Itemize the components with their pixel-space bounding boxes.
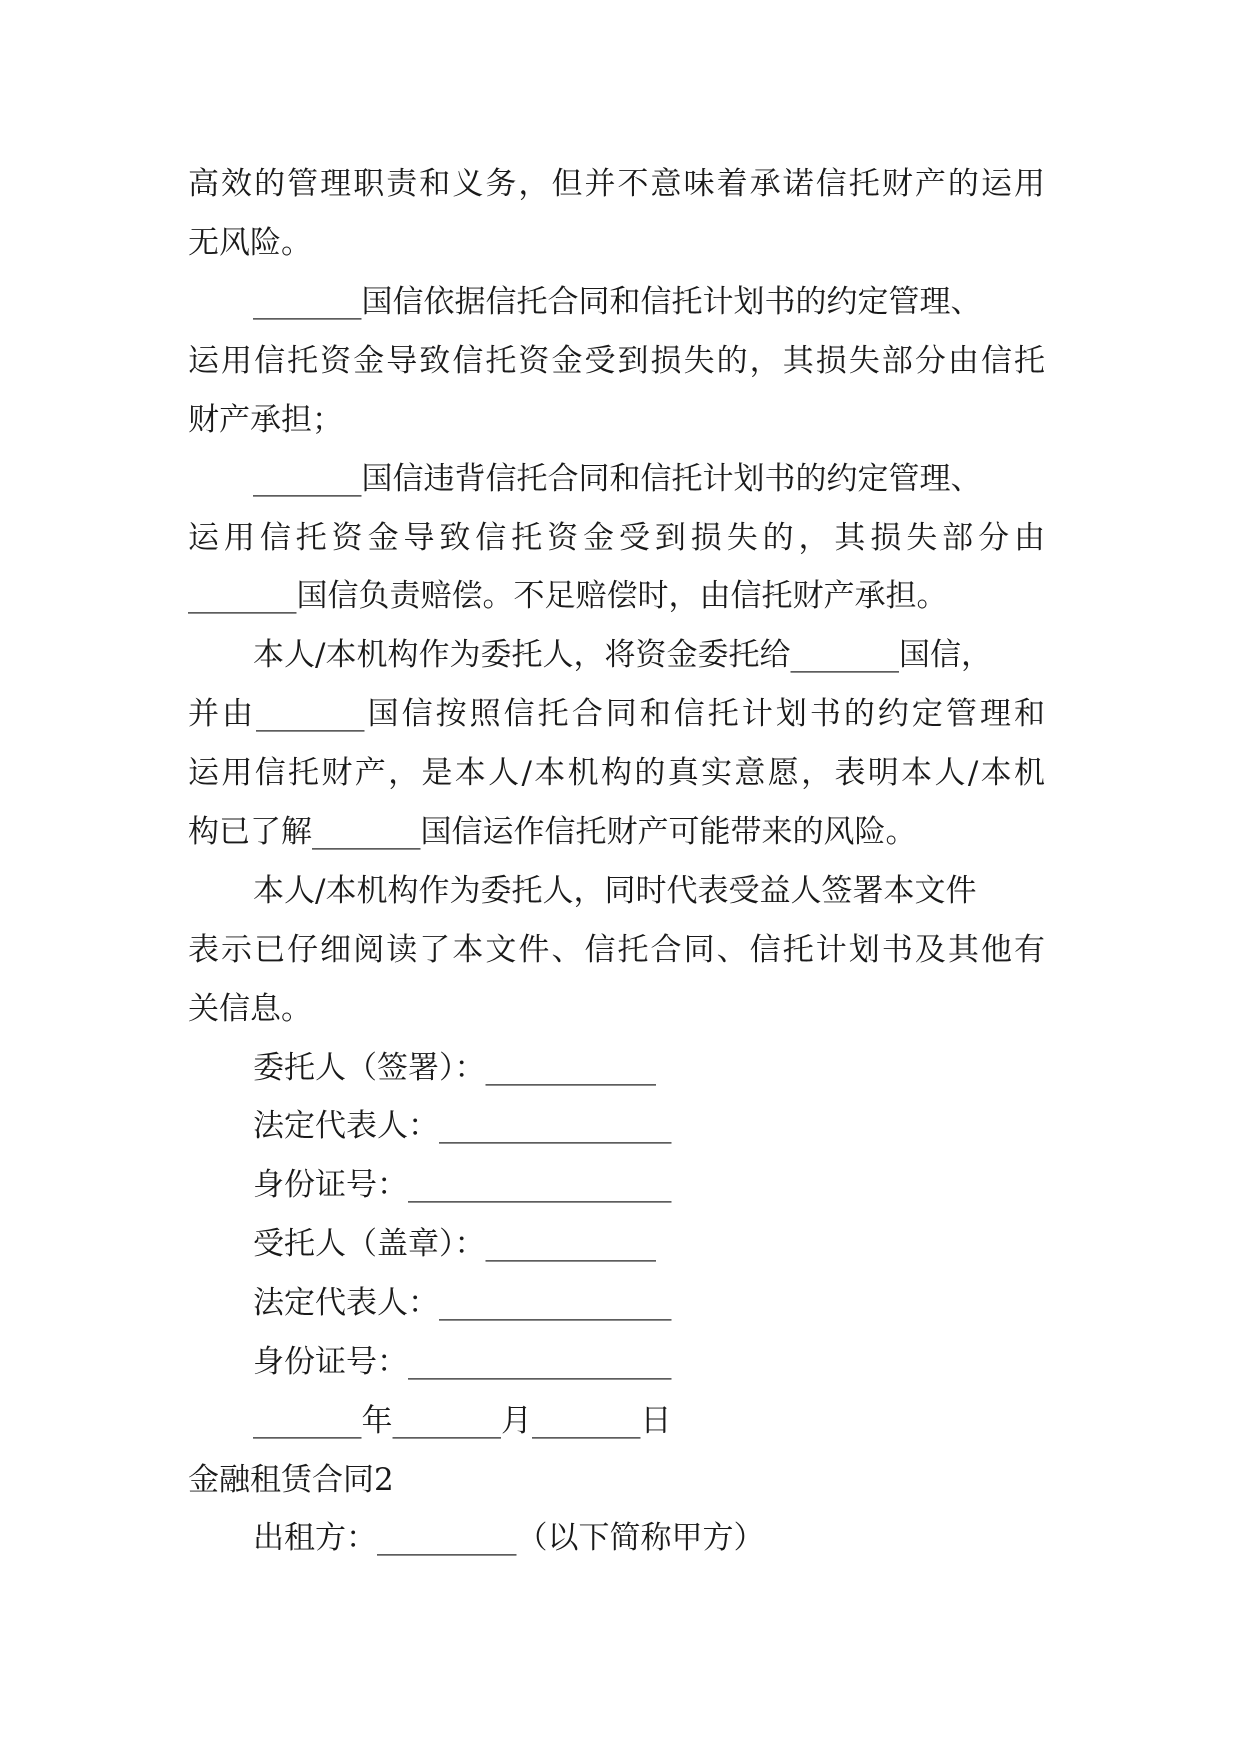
paragraph-line: _______国信依据信托合同和信托计划书的约定管理、 <box>253 284 982 320</box>
paragraph-line: 高效的管理职责和义务，但并不意味着承诺信托财产的运用 <box>188 166 1045 202</box>
signature-field-legal-rep: 法定代表人：_______________ <box>253 1108 672 1144</box>
signature-field-legal-rep: 法定代表人：_______________ <box>253 1285 672 1321</box>
lessor-field: 出租方：_________（以下简称甲方） <box>253 1520 765 1556</box>
paragraph-line: 无风险。 <box>188 225 312 261</box>
paragraph-line: 并由_______国信按照信托合同和信托计划书的约定管理和 <box>188 696 1045 732</box>
signature-field-id-number: 身份证号：_________________ <box>253 1167 672 1203</box>
paragraph-line: 本人/本机构作为委托人，将资金委托给_______国信， <box>253 637 992 673</box>
signature-field-id-number: 身份证号：_________________ <box>253 1344 672 1380</box>
signature-field-trustor: 委托人（签署）：___________ <box>253 1050 656 1086</box>
paragraph-line: 运用信托资金导致信托资金受到损失的，其损失部分由信托 <box>188 343 1045 379</box>
paragraph-line: _______国信违背信托合同和信托计划书的约定管理、 <box>253 461 982 497</box>
signature-field-trustee: 受托人（盖章）：___________ <box>253 1226 656 1262</box>
paragraph-line: _______国信负责赔偿。不足赔偿时，由信托财产承担。 <box>188 578 948 614</box>
paragraph-line: 表示已仔细阅读了本文件、信托合同、信托计划书及其他有 <box>188 932 1045 968</box>
paragraph-line: 财产承担； <box>188 402 343 438</box>
section-title: 金融租赁合同2 <box>188 1462 394 1498</box>
paragraph-line: 运用信托资金导致信托资金受到损失的，其损失部分由 <box>188 520 1045 556</box>
paragraph-line: 构已了解_______国信运作信托财产可能带来的风险。 <box>188 814 917 850</box>
date-field: _______年_______月_______日 <box>253 1403 672 1439</box>
paragraph-line: 运用信托财产，是本人/本机构的真实意愿，表明本人/本机 <box>188 755 1045 791</box>
paragraph-line: 本人/本机构作为委托人，同时代表受益人签署本文件 <box>253 873 977 909</box>
paragraph-line: 关信息。 <box>188 991 312 1027</box>
